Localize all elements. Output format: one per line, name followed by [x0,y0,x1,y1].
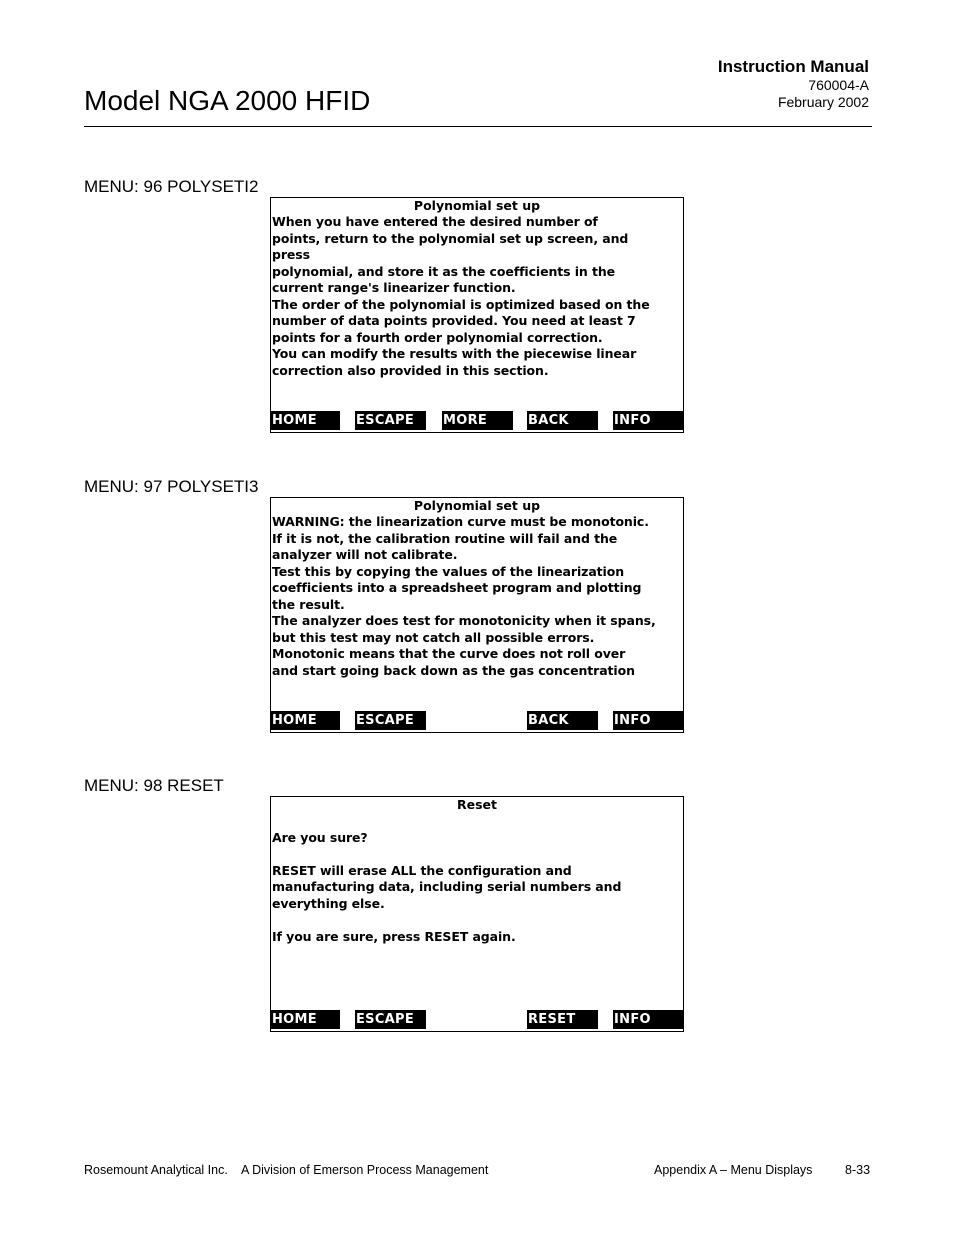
screen-line: WARNING: the linearization curve must be monotonic. [272,514,649,529]
screen-body [272,514,683,679]
footer-division: A Division of Emerson Process Management [241,1163,489,1177]
screen-line: Are you sure? [272,829,368,845]
screen-line: but this test may not catch all possible errors. [272,629,595,645]
screen-line: Test this by copying the values of the linearization [272,563,624,579]
escape-softkey[interactable]: ESCAPE [355,711,426,730]
header-divider [84,126,872,127]
screen-line: analyzer will not calibrate. [272,547,458,562]
screen-line: The analyzer does test for monotonicity when it spans, [272,613,656,628]
screen-line: manufacturing data, including serial numbers and [272,879,622,894]
screen-line: polynomial, and store it as the coefficients in the [272,263,616,279]
screen-line: You can modify the results with the piecewise linear [272,346,637,361]
back-softkey[interactable]: BACK [527,411,598,430]
menu-97-label: MENU: 97 POLYSETI3 [84,477,259,496]
screen-body [272,214,683,379]
menu-96-label: MENU: 96 POLYSETI2 [84,177,259,196]
menu-97-screen [270,497,684,733]
screen-line: RESET will erase ALL the configuration and [272,862,572,878]
info-softkey[interactable]: INFO [613,711,683,730]
footer-page-number: 8-33 [845,1163,871,1177]
menu-98-label: MENU: 98 RESET [84,776,224,795]
screen-line: points, return to the polynomial set up screen, and [272,230,629,246]
doc-date: February 2002 [777,94,869,110]
screen-body [272,813,683,945]
footer-company: Rosemount Analytical Inc. [84,1163,228,1177]
screen-line: If it is not, the calibration routine will fail and the [272,530,618,546]
screen-line: If you are sure, press RESET again. [272,928,516,944]
screen-line: current range's linearizer function. [272,280,516,295]
manual-label: Instruction Manual [717,57,869,76]
more-softkey[interactable]: MORE [442,411,513,430]
screen-line: everything else. [272,895,385,911]
screen-line: and start going back down as the gas concentration [272,662,635,678]
screen-line [272,813,683,830]
header-right [718,56,869,111]
menu-96-screen [270,197,684,433]
screen-line [272,912,683,929]
screen-line: press [272,247,310,262]
escape-softkey[interactable]: ESCAPE [355,411,426,430]
home-softkey[interactable]: HOME [271,1010,340,1029]
screen-title: Reset [457,797,497,812]
home-softkey[interactable]: HOME [271,711,340,730]
page-title: Model NGA 2000 HFID [84,85,371,116]
screen-line [272,846,683,863]
screen-line: Monotonic means that the curve does not roll over [272,646,626,661]
screen-line: number of data points provided. You need at least 7 [272,313,636,328]
screen-line: When you have entered the desired number of [272,214,598,229]
screen-line: points for a fourth order polynomial correction. [272,329,603,345]
screen-line: The order of the polynomial is optimized based on the [272,296,650,312]
screen-title: Polynomial set up [413,498,541,513]
screen-line: correction also provided in this section. [272,362,549,378]
screen-line: the result. [272,596,345,612]
footer-section: Appendix A – Menu Displays [654,1163,813,1177]
screen-line: coefficients into a spreadsheet program and plotting [272,580,642,595]
home-softkey[interactable]: HOME [271,411,340,430]
escape-softkey[interactable]: ESCAPE [355,1010,426,1029]
back-softkey[interactable]: BACK [527,711,598,730]
reset-softkey[interactable]: RESET [527,1010,598,1029]
info-softkey[interactable]: INFO [613,1010,683,1029]
doc-number: 760004-A [808,77,869,93]
info-softkey[interactable]: INFO [613,411,683,430]
menu-98-screen [270,796,684,1032]
screen-title: Polynomial set up [413,198,541,213]
